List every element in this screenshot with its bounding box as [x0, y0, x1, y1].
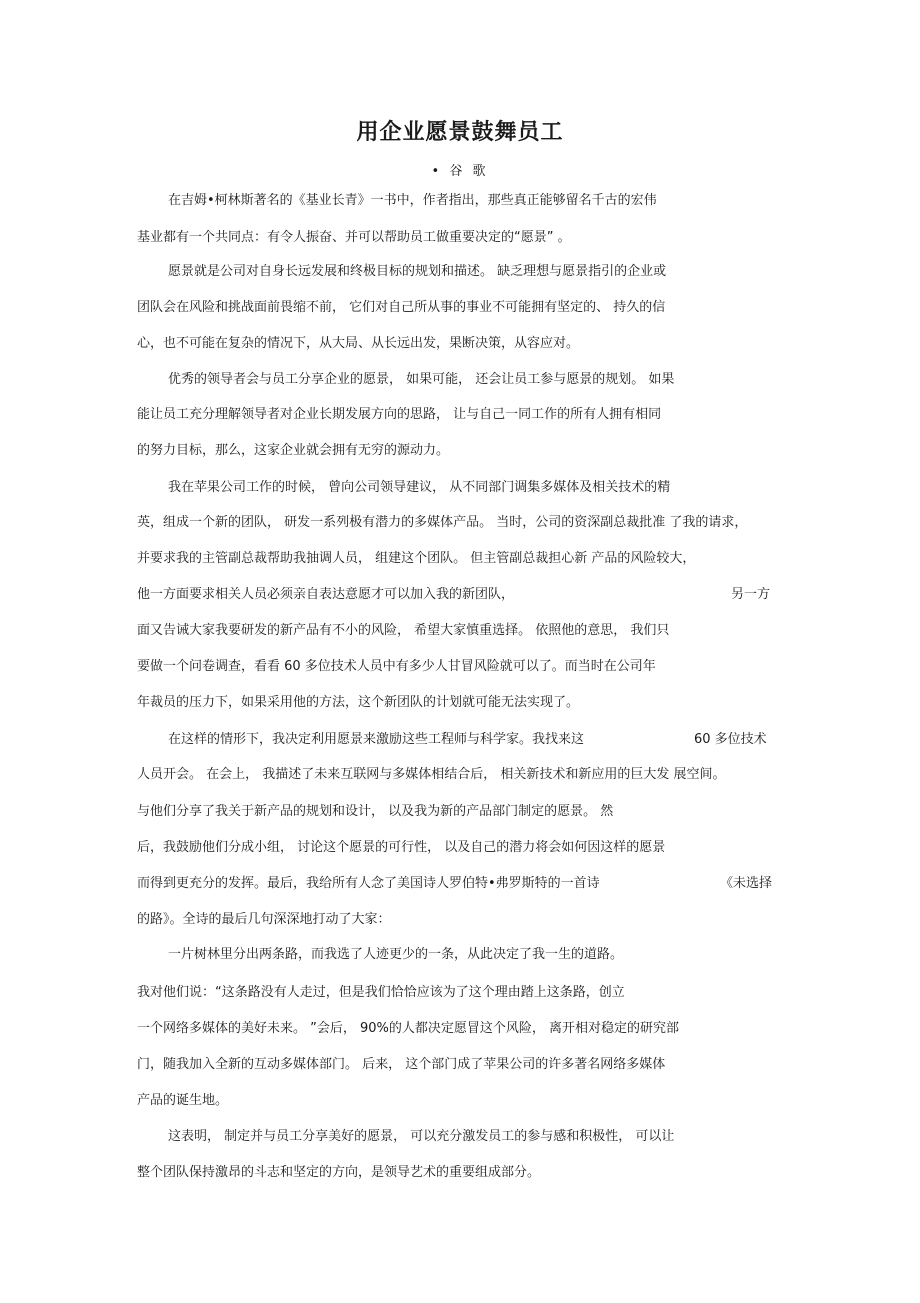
text-line: 一个网络多媒体的美好未来。 ”会后， 90%的人都决定愿冒这个风险， 离开相对稳定的研究部 — [137, 1021, 680, 1036]
text-fragment: 另一方 — [731, 587, 771, 602]
text-fragment: 60 多位技术 — [694, 732, 767, 747]
text-line: 一片树林里分出两条路，而我选了人迹更少的一条，从此决定了我一生的道路。 — [168, 947, 624, 962]
text-line: 英，组成一个新的团队， 研发一系列极有潜力的多媒体产品。 当时，公司的资深副总裁批准 了我的请求， — [137, 515, 748, 530]
text-line: 在吉姆•柯林斯著名的《基业长青》一书中，作者指出，那些真正能够留名千古的宏伟 — [168, 193, 657, 208]
text-line: 基业都有一个共同点：有令人振奋、并可以帮助员工做重要决定的“愿景” 。 — [137, 230, 571, 245]
text-line: 面又告诫大家我要研发的新产品有不小的风险， 希望大家慎重选择。 依照他的意思， 我们只 — [137, 623, 670, 638]
text-line: 我在苹果公司工作的时候， 曾向公司领导建议， 从不同部门调集多媒体及相关技术的精 — [168, 480, 671, 495]
text-line: 这表明， 制定并与员工分享美好的愿景， 可以充分激发员工的参与感和积极性， 可以让 — [168, 1129, 675, 1144]
text-line: 并要求我的主管副总裁帮助我抽调人员， 组建这个团队。 但主管副总裁担心新 产品的风险较大， — [137, 551, 696, 566]
text-line: 要做一个问卷调查，看看 60 多位技术人员中有多少人甘冒风险就可以了。而当时在公司年 — [137, 659, 656, 674]
text-line: 优秀的领导者会与员工分享企业的愿景， 如果可能， 还会让员工参与愿景的规划。 如果 — [168, 372, 675, 387]
text-line: 年裁员的压力下，如果采用他的方法，这个新团队的计划就可能无法实现了。 — [137, 695, 580, 710]
text-line: 而得到更充分的发挥。最后，我给所有人念了美国诗人罗伯特•弗罗斯特的一首诗 — [137, 876, 600, 891]
text-line: 的路》。全诗的最后几句深深地打动了大家： — [137, 912, 391, 927]
text-fragment: 《未选择 — [720, 876, 773, 891]
author-line: • 谷 歌 — [431, 164, 489, 179]
text-line: 团队会在风险和挑战面前畏缩不前， 它们对自己所从事的事业不可能拥有坚定的、 持久的信 — [137, 300, 666, 315]
text-line: 的努力目标，那么，这家企业就会拥有无穷的源动力。 — [137, 443, 450, 458]
text-line: 与他们分享了我关于新产品的规划和设计， 以及我为新的产品部门制定的愿景。 然 — [137, 804, 614, 819]
text-line: 后，我鼓励他们分成小组， 讨论这个愿景的可行性， 以及自己的潜力将会如何因这样的愿景 — [137, 840, 666, 855]
text-line: 整个团队保持激昂的斗志和坚定的方向，是领导艺术的重要组成部分。 — [137, 1165, 541, 1180]
text-line: 在这样的情形下，我决定利用愿景来激励这些工程师与科学家。我找来这 — [168, 732, 585, 747]
text-line: 我对他们说：“这条路没有人走过，但是我们恰恰应该为了这个理由踏上这条路，创立 — [137, 985, 625, 1000]
text-line: 他一方面要求相关人员必须亲自表达意愿才可以加入我的新团队， — [137, 587, 515, 602]
text-line: 门，随我加入全新的互动多媒体部门。 后来， 这个部门成了苹果公司的许多著名网络多媒体 — [137, 1057, 666, 1072]
text-line: 人员开会。 在会上， 我描述了未来互联网与多媒体相结合后， 相关新技术和新应用的巨大发 展空间。 — [137, 767, 726, 782]
text-line: 产品的诞生地。 — [137, 1093, 229, 1108]
text-line: 能让员工充分理解领导者对企业长期发展方向的思路， 让与自己一同工作的所有人拥有相同 — [137, 407, 662, 422]
text-line: 愿景就是公司对自身长远发展和终极目标的规划和描述。 缺乏理想与愿景指引的企业或 — [168, 264, 667, 279]
text-line: 心，也不可能在复杂的情况下，从大局、从长远出发，果断决策，从容应对。 — [137, 336, 580, 351]
document-title: 用企业愿景鼓舞员工 — [356, 120, 564, 145]
